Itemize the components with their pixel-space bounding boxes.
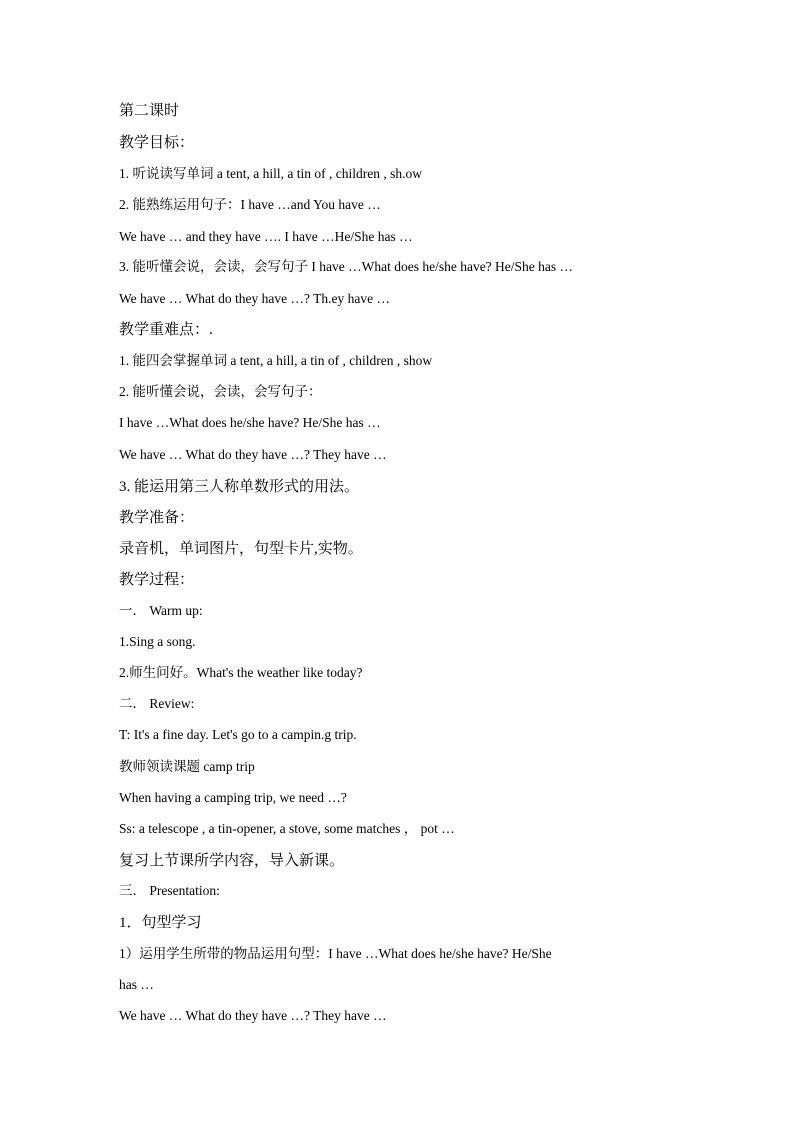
warm-up-item-2: 2.师生问好。What's the weather like today? [119, 665, 363, 680]
objective-item-2: 2. 能熟练运用句子：I have …and You have … [119, 197, 381, 212]
section-heading-objectives: 教学目标： [119, 135, 195, 151]
presentation-item-1: 1．句型学习 [119, 915, 202, 931]
key-point-item-2-sentence-1: I have …What does he/she have? He/She has … [119, 415, 381, 430]
procedure-step-review: 二． Review: [119, 696, 195, 711]
key-point-item-3: 3. 能运用第三人称单数形式的用法。 [119, 479, 360, 495]
review-students-line: Ss: a telescope , a tin-opener, a stove, some matches ， pot … [119, 821, 455, 836]
review-summary-line: 复习上节课所学内容，导入新课。 [119, 853, 345, 869]
procedure-step-presentation: 三． Presentation: [119, 883, 220, 898]
review-topic-line: 教师领读课题 camp trip [119, 759, 255, 774]
objective-item-3-continued: We have … What do they have …? Th.ey have … [119, 291, 390, 306]
presentation-subitem-1-continued: has … [119, 977, 154, 992]
objective-item-2-continued: We have … and they have …. I have …He/She has … [119, 229, 413, 244]
key-point-item-2: 2. 能听懂会说，会读，会写句子： [119, 384, 322, 399]
warm-up-item-1: 1.Sing a song. [119, 634, 196, 649]
key-point-item-1: 1. 能四会掌握单词 a tent, a hill, a tin of , children , show [119, 353, 433, 368]
section-heading-key-points: 教学重难点：. [119, 322, 213, 338]
review-question-line: When having a camping trip, we need …? [119, 790, 347, 805]
procedure-step-warm-up: 一． Warm up: [119, 603, 203, 618]
objective-item-3: 3. 能听懂会说，会读，会写句子 I have …What does he/she have? He/She has … [119, 259, 574, 274]
lesson-title: 第二课时 [119, 103, 180, 119]
presentation-subitem-1: 1）运用学生所带的物品运用句型：I have …What does he/she have? He/She [119, 946, 552, 961]
review-teacher-line: T: It's a fine day. Let's go to a campin.g trip. [119, 727, 357, 742]
key-point-item-2-sentence-2: We have … What do they have …? They have … [119, 447, 387, 462]
preparation-list: 录音机，单词图片，句型卡片,实物。 [119, 541, 363, 557]
section-heading-preparation: 教学准备： [119, 510, 195, 526]
section-heading-procedure: 教学过程： [119, 572, 195, 588]
objective-item-1: 1. 听说读写单词 a tent, a hill, a tin of , children , sh.ow [119, 166, 422, 181]
presentation-sentence-line: We have … What do they have …? They have … [119, 1008, 387, 1023]
